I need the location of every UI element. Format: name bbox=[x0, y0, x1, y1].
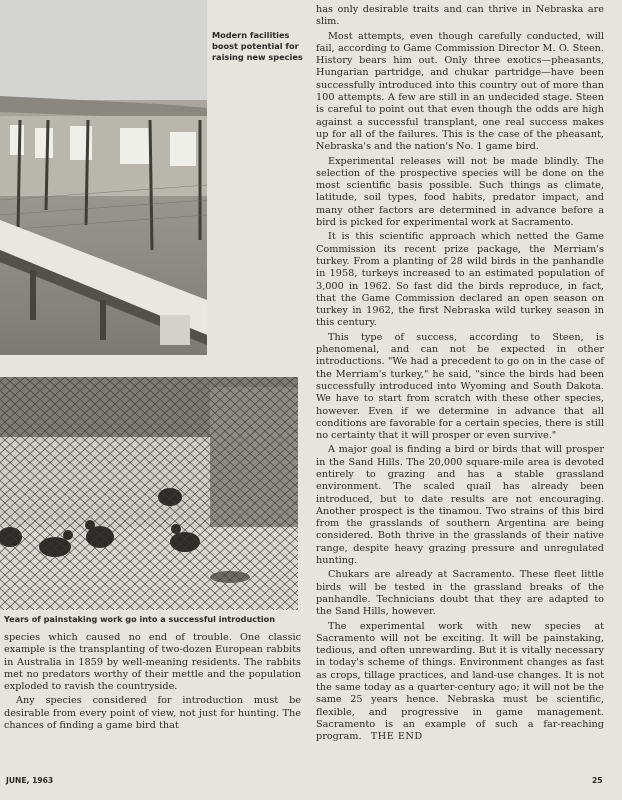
chukar-pen-illustration bbox=[0, 377, 298, 610]
caption-bottom: Years of painstaking work go into a successful introduction bbox=[4, 614, 275, 624]
article-left-column bbox=[4, 632, 301, 734]
paragraph: species which caused no end of trouble. One classic example is the transplanting of two-dozen European rabbits in Australia in 1859 by well-meaning residents. The rabbits met no predators worthy of their mettle and the population exploded to ravish the countryside. bbox=[4, 632, 301, 693]
paragraph: A major goal is finding a bird or birds that will prosper in the Sand Hills. The 20,000 square-mile area is devoted entirely to grazing and has a stable grassland environment. The scaled quail has already been introduced, but to date results are not encouraging. Another prospect is the tinamou. Two strains of this bird from the grasslands of southern Argentina are being considered. Both thrive in the grasslands of their native range, despite heavy grazing pressure and unregulated hunting. bbox=[316, 444, 604, 567]
photo-game-farm-pens bbox=[0, 0, 207, 355]
paragraph: Any species considered for introduction must be desirable from every point of view, not just for hunting. The chances of finding a game bird that bbox=[4, 695, 301, 732]
paragraph: It is this scientific approach which netted the Game Commission its recent prize package, the Merriam's turkey. From a planting of 28 wild birds in the panhandle in 1958, turkeys increased to an estimated population of 3,000 in 1962. So fast did the birds reproduce, in fact, that the Game Commission declared an open season on turkey in 1962, the first Nebraska wild turkey season in this century. bbox=[316, 231, 604, 329]
paragraph: Chukars are already at Sacramento. These fleet little birds will be tested in the grassland breaks of the panhandle. Technicians doubt that they are adapted to the Sand Hills, however. bbox=[316, 569, 604, 618]
end-mark: THE END bbox=[370, 731, 423, 743]
paragraph-final bbox=[316, 621, 604, 744]
caption-top: Modern facilities boost potential for raising new species bbox=[212, 30, 303, 62]
footer-date: JUNE, 1963 bbox=[6, 776, 54, 785]
paragraph: Most attempts, even though carefully conducted, will fail, according to Game Commission Director M. O. Steen. History bears him out. Only three exotics—pheasants, Hungarian partridge, and chukar partridge—have been successfully introduced into this country out of more than 100 attempts. A few are still in an undecided stage. Steen is careful to point out that even though the odds are high against a successful transplant, one real success makes up for all of the failures. This is the case of the pheasant, Nebraska's and the nation's No. 1 game bird. bbox=[316, 30, 604, 153]
article-right-column bbox=[316, 4, 604, 746]
paragraph: has only desirable traits and can thrive in Nebraska are slim. bbox=[316, 4, 604, 28]
paragraph-final-text: The experimental work with new species at Sacramento will not be exciting. It will be painstaking, tedious, and often unrewarding. But it is vitally necessary in today's scheme of things. Environment changes as fast as crops, tillage practices, and land-use changes. It is not the same today as a quarter-century ago; it will not be the same 25 years hence. Nebraska must be scientific, flexible, and progressive in game management. Sacramento is an example of such a far-reaching program. bbox=[316, 620, 604, 743]
paragraph: This type of success, according to Steen, is phenomenal, and can not be expected in other introductions. "We had a precedent to go on in the case of the Merriam's turkey," he said, "since the birds had been successfully introduced into Wyoming and South Dakota. We have to start from scratch with these other species, however. Even if we determine in advance that all conditions are favorable for a certain species, there is still no certainty that it will prosper or even survive." bbox=[316, 331, 604, 442]
paragraph: Experimental releases will not be made blindly. The selection of the prospective species will be done on the most scientific basis possible. Such things as climate, latitude, soil types, food habits, predator impact, and many other factors are determined in advance before a bird is picked for experimental work at Sacramento. bbox=[316, 155, 604, 229]
photo-chukar-pen bbox=[0, 377, 298, 610]
pens-illustration bbox=[0, 0, 207, 355]
page-number: 25 bbox=[592, 776, 603, 785]
